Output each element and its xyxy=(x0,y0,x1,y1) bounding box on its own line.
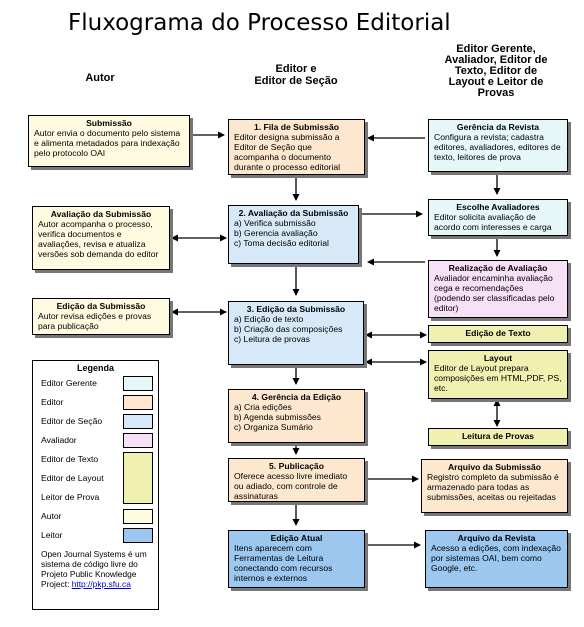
box-autor-edicao xyxy=(32,298,170,335)
box-edicao-texto xyxy=(428,325,568,343)
legend-label: Editor xyxy=(41,397,64,407)
legend-swatch xyxy=(123,452,153,504)
box-autor-avaliacao xyxy=(32,206,170,270)
box-item: c) Organiza Sumário xyxy=(234,422,313,432)
legend-swatch xyxy=(123,509,153,524)
box-title: Submissão xyxy=(86,118,132,128)
legend-swatch xyxy=(123,376,153,391)
legend-label: Editor de Seção xyxy=(41,416,103,426)
box-escolhe-avaliadores xyxy=(428,199,568,236)
box-body: Registro completo da submissão é armazenado para todas as submissões, aceitas ou rejeitadas xyxy=(427,472,559,502)
box-avaliacao-submissao xyxy=(228,205,359,264)
box-title: 2. Avaliação da Submissão xyxy=(238,208,349,218)
box-autor-submissao xyxy=(28,115,190,167)
box-title: Edição Atual xyxy=(270,533,323,543)
legend-swatch xyxy=(123,414,153,429)
box-item: c) Toma decisão editorial xyxy=(234,238,329,248)
box-body: Acesso a edições, com indexação por sistemas OAI, bem como Google, etc. xyxy=(431,543,561,573)
page-title: Fluxograma do Processo Editorial xyxy=(68,10,451,36)
box-layout xyxy=(428,350,568,399)
legend-label: Autor xyxy=(41,511,62,521)
box-edicao-atual xyxy=(228,530,365,588)
box-item: c) Leitura de provas xyxy=(234,334,310,344)
box-edicao-submissao xyxy=(228,301,364,365)
box-body: Configura a revista; cadastra editores, avaliadores, editores de texto, leitores de prova xyxy=(434,132,561,162)
legend-title: Legenda xyxy=(76,363,114,373)
box-title: Layout xyxy=(483,353,513,363)
legend-label: Editor Gerente xyxy=(41,378,97,388)
box-title: Edição de Texto xyxy=(465,328,531,338)
column-header-outros: Editor Gerente, Avaliador, Editor de Texto, Editor de Layout e Leitor de Provas xyxy=(444,43,548,99)
box-title: 5. Publicação xyxy=(269,461,324,471)
box-title: Avaliação da Submissão xyxy=(50,209,152,219)
column-header-autor: Autor xyxy=(85,72,115,84)
box-arquivo-revista xyxy=(425,530,568,588)
legend-swatch xyxy=(123,528,153,543)
legend-swatch xyxy=(123,395,153,410)
box-body: Autor acompanha o processo, verifica documentos e avaliações, revisa e atualiza versões sob demanda do editor xyxy=(38,219,159,259)
box-leitura-provas xyxy=(428,428,568,446)
box-title: Arquivo da Revista xyxy=(457,533,536,543)
legend-note-text: Open Journal Systems é um sistema de código livre do Projeto Public Knowledge Project: xyxy=(41,549,147,589)
box-title: Escolhe Avaliadores xyxy=(456,202,540,212)
legend-label: Editor de Texto xyxy=(41,454,99,464)
box-title: 3. Edição da Submissão xyxy=(246,304,346,314)
column-header-editor: Editor e Editor de Seção xyxy=(254,63,338,87)
box-body: Editor solicita avaliação de acordo com interesses e carga xyxy=(434,212,552,232)
legend-label: Editor de Layout xyxy=(41,473,104,483)
box-body: Editor de Layout prepara composições em HTML,PDF, PS, etc. xyxy=(434,363,562,393)
box-body: Itens aparecem com Ferramentas de Leitura conectando com recursos internos e externos xyxy=(234,543,333,583)
box-title: Edição da Submissão xyxy=(56,301,146,311)
box-item: a) Edição de texto xyxy=(234,314,304,324)
legend-label: Leitor de Prova xyxy=(41,492,100,502)
box-arquivo-submissao xyxy=(421,459,568,513)
box-realizacao-avaliacao xyxy=(428,260,568,318)
box-fila-submissao xyxy=(228,119,365,175)
legend-label: Leitor xyxy=(41,530,63,540)
box-body: Autor envia o documento pelo sistema e alimenta metadados para indexação pelo protocolo OAI xyxy=(34,128,181,158)
box-item: a) Cria edições xyxy=(234,402,292,412)
box-title: 1. Fila de Submissão xyxy=(253,122,339,132)
box-publicacao xyxy=(228,458,365,502)
box-title: Leitura de Provas xyxy=(461,431,535,441)
legend-note xyxy=(41,549,156,589)
box-body: Avaliador encaminha avaliação cega e recomendações (podendo ser classificadas pelo editor) xyxy=(434,273,555,313)
box-item: a) Verifica submissão xyxy=(234,218,316,228)
box-gerencia-revista xyxy=(428,119,568,172)
box-body: Autor revisa edições e provas para publicação xyxy=(38,311,152,331)
box-gerencia-edicao xyxy=(228,389,365,443)
box-item: b) Agenda submissões xyxy=(234,412,321,422)
box-title: Gerência da Revista xyxy=(456,122,540,132)
box-body: Oferece acesso livre imediato ou adiado, com controle de assinaturas xyxy=(234,471,348,501)
pkp-link[interactable]: http://pkp.sfu.ca xyxy=(71,579,131,589)
box-body: Editor designa submissão a Editor de Seção que acompanha o documento durante o processo editorial xyxy=(234,132,341,172)
box-title: Realização de Avaliação xyxy=(448,263,548,273)
legend-swatch xyxy=(123,433,153,448)
legend xyxy=(32,360,159,610)
box-title: 4. Gerência da Edição xyxy=(251,392,342,402)
legend-label: Avaliador xyxy=(41,435,77,445)
box-item: b) Criação das composições xyxy=(234,324,343,334)
box-item: b) Gerencia avaliação xyxy=(234,228,318,238)
box-title: Arquivo da Submissão xyxy=(447,462,542,472)
